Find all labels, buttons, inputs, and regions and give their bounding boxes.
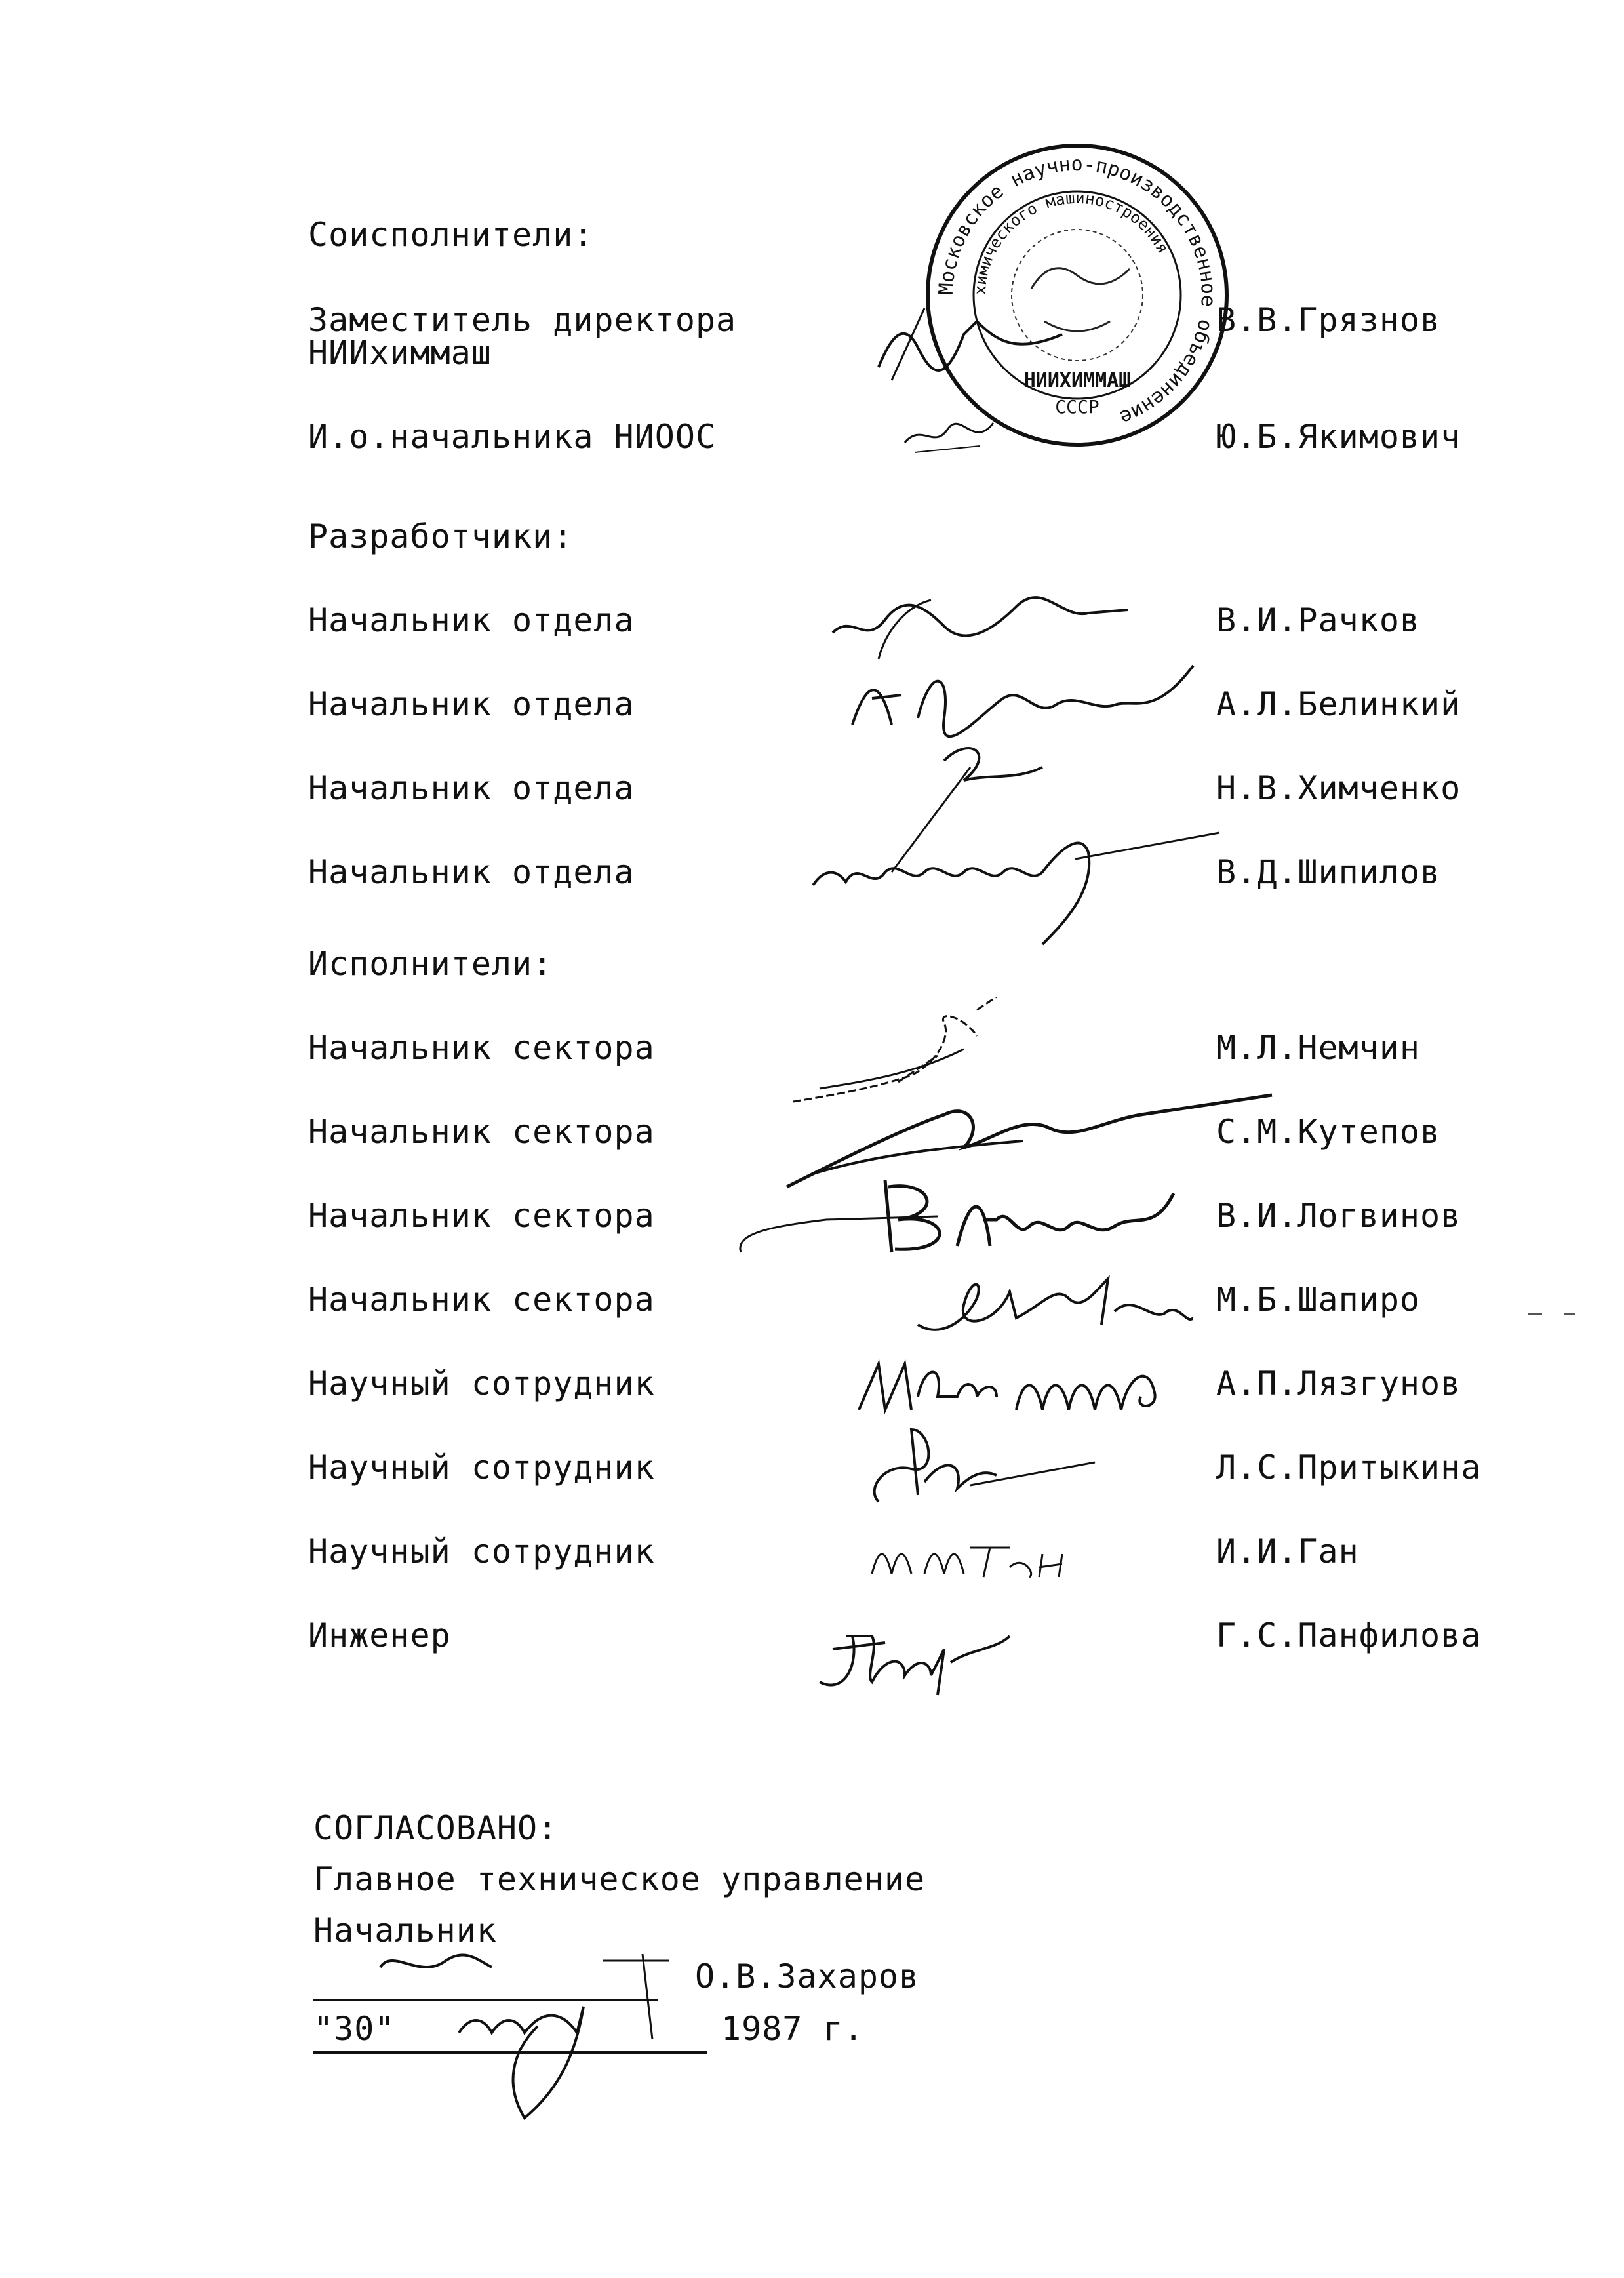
- name-pritykina: Л.С.Притыкина: [1216, 1449, 1482, 1487]
- role-research-associate: Научный сотрудник: [308, 1532, 655, 1570]
- role-head-of-department: Начальник отдела: [308, 769, 635, 807]
- stamp-inner-text: химического машиностроения: [970, 188, 1173, 296]
- role-head-of-department: Начальник отдела: [308, 601, 635, 639]
- name-rachkov: В.И.Рачков: [1216, 601, 1421, 639]
- name-gryaznov: В.В.Грязнов: [1216, 301, 1441, 339]
- name-lyazgunov: А.П.Лязгунов: [1216, 1365, 1461, 1403]
- name-yakimovich: Ю.Б.Якимович: [1216, 418, 1461, 456]
- stamp-country: СССР: [1055, 396, 1099, 418]
- executors-heading: Исполнители:: [308, 945, 553, 983]
- signature-shipilov: [800, 807, 1233, 957]
- role-head-of-sector: Начальник сектора: [308, 1113, 655, 1151]
- role-engineer: Инженер: [308, 1616, 451, 1654]
- name-belinky: А.Л.Белинкий: [1216, 685, 1461, 723]
- name-gan: И.И.Ган: [1216, 1532, 1359, 1570]
- scan-artifact-dash: [1528, 1313, 1542, 1315]
- name-shipilov: В.Д.Шипилов: [1216, 853, 1441, 891]
- role-deputy-director: Заместитель директора: [308, 301, 737, 339]
- role-head-of-department: Начальник отдела: [308, 685, 635, 723]
- name-shapiro: М.Б.Шапиро: [1216, 1281, 1421, 1319]
- approval-name: О.В.Захаров: [695, 1957, 920, 1995]
- name-kutepov: С.М.Кутепов: [1216, 1113, 1441, 1151]
- stamp-outer-text: Московское научно-производственное объединение: [934, 152, 1220, 430]
- signature-zakharov: [354, 1941, 695, 2138]
- approval-date-year: 1987 г.: [721, 2010, 864, 2048]
- name-panfilova: Г.С.Панфилова: [1216, 1616, 1482, 1654]
- co-executors-heading: Соисполнители:: [308, 216, 594, 254]
- role-head-of-department: Начальник отдела: [308, 853, 635, 891]
- role-head-of-sector: Начальник сектора: [308, 1197, 655, 1235]
- approval-organization: Главное техническое управление: [313, 1860, 926, 1898]
- role-research-associate: Научный сотрудник: [308, 1449, 655, 1487]
- signature-gryaznov: [865, 295, 1082, 400]
- signature-pritykina: [859, 1416, 1101, 1508]
- role-acting-head-nioos: И.о.начальника НИООС: [308, 418, 717, 456]
- scan-artifact-dash: [1564, 1313, 1575, 1315]
- role-head-of-sector: Начальник сектора: [308, 1281, 655, 1319]
- signature-shapiro: [911, 1252, 1193, 1344]
- signature-yakimovich: [901, 410, 1000, 462]
- name-logvinov: В.И.Логвинов: [1216, 1197, 1461, 1235]
- name-nemchin: М.Л.Немчин: [1216, 1029, 1421, 1067]
- developers-heading: Разработчики:: [308, 517, 574, 555]
- approval-date-day: "30": [313, 2010, 395, 2048]
- role-head-of-sector: Начальник сектора: [308, 1029, 655, 1067]
- stamp-org: НИИХИММАШ: [1023, 369, 1131, 392]
- approval-position: Начальник: [313, 1911, 497, 1949]
- name-khimchenko: Н.В.Химченко: [1216, 769, 1461, 807]
- svg-text:химического машиностроения: [971, 189, 1172, 295]
- signature-gan: [865, 1528, 1075, 1587]
- role-research-associate: Научный сотрудник: [308, 1365, 655, 1403]
- signature-panfilova: [806, 1610, 1016, 1702]
- approval-heading: СОГЛАСОВАНО:: [313, 1809, 559, 1847]
- role-deputy-director-org: НИИхиммаш: [308, 334, 492, 372]
